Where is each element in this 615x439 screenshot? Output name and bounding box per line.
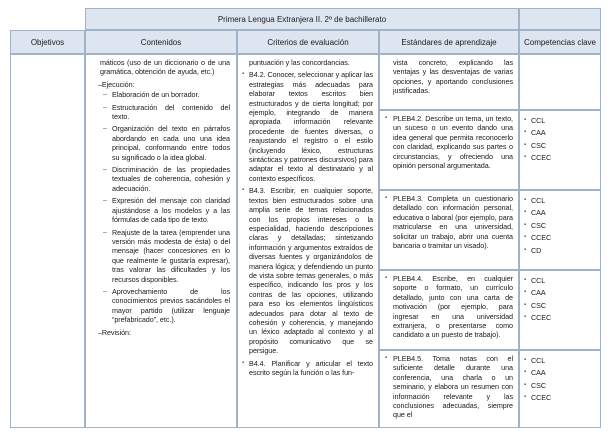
competencia-item: ▪ CCL (524, 116, 596, 125)
list-item: – Reajuste de la tarea (emprender una versión más modesta de ésta) o del mensaje (hacer concesiones en lo que realmente le gustaría expresar), tras valorar las dificultades y los recursos disponibles. (102, 228, 230, 284)
competencia-item: ▪ CAA (524, 288, 596, 297)
header-contenidos: Contenidos (85, 30, 237, 54)
competencias-row (519, 110, 601, 190)
estandar-intro: vista concreto, explicando las ventajas y las desventajas de varias opciones, y aportando conclusiones justificadas. (393, 58, 513, 96)
competencia-item: ▪ CCEC (524, 233, 596, 242)
estandar-text: ▪ PLEB4.2. Describe un tema, un texto, un suceso o un evento dando una idea general que permita reconocerlo con claridad, explicando sus partes o circunstancias, y ofreciendo una opinión personal argumentada. (384, 114, 513, 170)
estandar-text: ▪ PLEB4.3. Completa un cuestionario detallado con información personal, educativa o laboral (por ejemplo, para matricularse en una universidad, solicitar un trabajo, abrir una cuenta bancaria o tramitar un visado). (384, 194, 513, 250)
competencia-item: ▪ CCL (524, 276, 596, 285)
criterios-intro: puntuación y las concordancias. (249, 58, 350, 67)
revision-list (90, 328, 230, 338)
competencia-item: ▪ CAA (524, 208, 596, 217)
competencia-item: ▪ CAA (524, 368, 596, 377)
competencia-item: ▪ CCEC (524, 313, 596, 322)
list-item: – Expresión del mensaje con claridad ajustándose a los modelos y a las fórmulas de cada tipo de texto. (102, 196, 230, 224)
revision-label: – Revisión: (90, 328, 230, 338)
estandar-row (379, 190, 519, 270)
estandar-row (379, 110, 519, 190)
header-competencias: Competencias clave (519, 30, 601, 54)
competencias-list (524, 276, 596, 323)
competencia-item: ▪ CCEC (524, 153, 596, 162)
estandar-text: ▪ PLEB4.5. Toma notas con el suficiente detalle durante una conferencia, una charla o un seminario, y elabora un resumen con información relevante y las conclusiones adecuadas, siempre que el (384, 354, 513, 420)
competencia-item: ▪ CSC (524, 381, 596, 390)
competencias-row (519, 350, 601, 428)
competencias-row (519, 190, 601, 270)
list-item: – Organización del texto en párrafos abordando en cada uno una idea principal, conformando entre todos su significado o la idea global. (102, 124, 230, 162)
competencia-item: ▪ CCEC (524, 393, 596, 402)
competencia-item: ▪ CSC (524, 221, 596, 230)
list-item: – Estructuración del contenido del texto. (102, 103, 230, 122)
competencia-item: ▪ CSC (524, 301, 596, 310)
table-title: Primera Lengua Extranjera II. 2º de bachillerato (85, 8, 519, 30)
competencias-row-intro (519, 54, 601, 110)
list-item: – Aprovechamiento de los conocimientos previos sacándoles el mayor partido (utilizar lenguaje “prefabricado”, etc.). (102, 287, 230, 325)
ejecucion-label: – Ejecución: (90, 80, 230, 90)
objetivos-cell (10, 54, 85, 428)
competencia-item: ▪ CD (524, 246, 596, 255)
estandar-row (379, 270, 519, 350)
criterios-cell (237, 54, 379, 428)
header-estandares: Estándares de aprendizaje (379, 30, 519, 54)
list-item: – Elaboración de un borrador. (102, 90, 230, 99)
criterios-list (242, 70, 373, 377)
competencias-list (524, 196, 596, 255)
header-objetivos: Objetivos (10, 30, 85, 54)
competencia-item: ▪ CSC (524, 141, 596, 150)
title-filler (519, 8, 601, 30)
list-item: – Discriminación de las propiedades textuales de coherencia, cohesión y adecuación. (102, 165, 230, 193)
estandar-row (379, 350, 519, 428)
criterio-item: ▪ B4.4. Planificar y articular el texto escrito según la función o las fun- (242, 359, 373, 378)
competencia-item: ▪ CCL (524, 196, 596, 205)
competencia-item: ▪ CCL (524, 356, 596, 365)
estandar-text: ▪ PLEB4.4. Escribe, en cualquier soporte o formato, un currículo detallado, junto con una carta de motivación (por ejemplo, para ingresar en una universidad extranjera, o presentarse como candidato a un puesto de trabajo). (384, 274, 513, 340)
contenidos-list (90, 80, 230, 90)
competencias-row (519, 270, 601, 350)
criterio-item: ▪ B4.3. Escribir, en cualquier soporte, textos bien estructurados sobre una amplia serie de temas relacionados con los propios intereses o la especialidad, haciendo descripciones claras y detalladas; sintetizando información y argumentos extraídos de diversas fuentes y organizándolos de manera lógica; y defendiendo un punto de vista sobre temas generales, o más específico, indicando los pros y los contras de las opciones, utilizando para eso los elementos lingüísticos adecuados para dotar al texto de cohesión y coherencia, y manejando un léxico adaptado al contexto y al propósito comunicativo que se persigue. (242, 186, 373, 355)
criterio-item: ▪ B4.2. Conocer, seleccionar y aplicar las estrategias más adecuadas para elaborar textos escritos bien estructurados y de cierta longitud; por ejemplo, integrando de manera apropiada información relevante procedente de fuentes diversas, o reajustando el registro o el estilo (incluyendo léxico, estructuras sintácticas y patrones discursivos) para adaptar el texto al destinatario y al contexto específicos. (242, 70, 373, 183)
competencia-item: ▪ CAA (524, 128, 596, 137)
competencias-list (524, 356, 596, 403)
curriculum-table (10, 8, 601, 428)
competencias-list (524, 116, 596, 163)
ejecucion-list (90, 90, 230, 324)
estandar-row-intro (379, 54, 519, 110)
contenidos-cell (85, 54, 237, 428)
header-criterios: Criterios de evaluación (237, 30, 379, 54)
contenidos-intro: máticos (uso de un diccionario o de una gramática, obtención de ayuda, etc.) (100, 58, 230, 77)
